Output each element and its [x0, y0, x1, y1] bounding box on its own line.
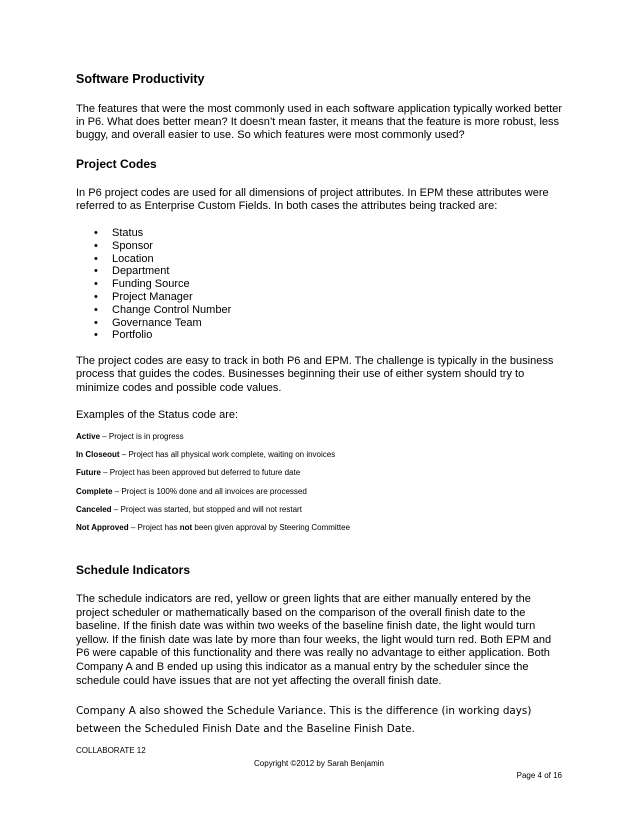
separator: – — [100, 468, 110, 478]
schedule-variance-paragraph: Company A also showed the Schedule Variance. This is the difference (in working days) between the Scheduled Finish Date and the Baseline Finish Date. — [76, 705, 532, 736]
status-code-name: Future — [76, 468, 101, 478]
software-productivity-paragraph: The features that were the most commonly used in each software application typically worked better in P6. What does better mean? It doesn’t mean faster, it means that the feature is more robust, less buggy, and overall easier to use. So which features were most commonly used? — [76, 103, 563, 142]
status-code-list — [76, 432, 566, 533]
separator: – — [119, 450, 129, 460]
section-heading-software-productivity: Software Productivity — [76, 72, 205, 86]
status-code-row — [76, 487, 566, 497]
status-code-row — [76, 450, 566, 460]
list-item — [76, 291, 566, 304]
status-code-name: Complete — [76, 486, 113, 496]
status-code-name: In Closeout — [76, 450, 120, 460]
bullet-icon: • — [94, 278, 98, 291]
schedule-indicators-paragraph: The schedule indicators are red, yellow or green lights that are either manually entered by the project scheduler or mathematically based on the comparison of the overall finish date to the baseline. If the finish date was within two weeks of the baseline finish date, the light would turn yellow. If the finish date was late by more than four weeks, the light would turn red. Both EPM and P6 were capable of this functionality and there was really no advantage to either application. Both Company A and B ended up using this indicator as a manual entry by the scheduler since the schedule could have issues that are not yet affecting the overall finish date. — [76, 592, 552, 687]
list-item — [76, 253, 566, 266]
footer-conference-label: COLLABORATE 12 — [76, 746, 146, 755]
bullet-icon: • — [94, 227, 98, 240]
footer-page-number: Page 4 of 16 — [516, 771, 562, 780]
separator: – — [100, 432, 109, 441]
list-item-label: Change Control Number — [112, 303, 232, 316]
status-code-description: Project is in progress — [108, 432, 184, 441]
bullet-icon: • — [94, 265, 98, 278]
list-item — [76, 240, 566, 253]
list-item — [76, 265, 566, 278]
list-item-label: Project Manager — [112, 291, 193, 303]
status-code-name: Canceled — [76, 504, 112, 514]
list-item — [76, 227, 566, 240]
status-code-row — [76, 505, 566, 515]
list-item-label: Funding Source — [112, 278, 190, 291]
list-item-label: Sponsor — [112, 239, 153, 252]
status-code-name: Not Approved — [76, 522, 129, 532]
status-code-description: Project is 100% done and all invoices are processed — [121, 486, 307, 496]
status-examples-intro: Examples of the Status code are: — [76, 408, 239, 421]
status-code-row — [76, 432, 566, 442]
list-item — [76, 317, 566, 330]
separator: – — [128, 522, 138, 532]
page-content — [76, 72, 566, 752]
status-code-description: Project was started, but stopped and will not restart — [120, 504, 302, 514]
schedule-indicators-section — [76, 563, 566, 738]
status-code-description: Project has been approved but deferred to future date — [109, 468, 301, 478]
project-codes-challenge-paragraph: The project codes are easy to track in both P6 and EPM. The challenge is typically in the business process that guides the codes. Businesses beginning their use of either system should try to minimize codes and possible code values. — [76, 355, 554, 394]
status-code-description-emphasis: not — [179, 522, 193, 532]
status-code-description-before: Project has — [137, 522, 180, 532]
status-code-name: Active — [76, 432, 101, 441]
list-item-label: Department — [112, 265, 170, 278]
section-heading-schedule-indicators: Schedule Indicators — [76, 562, 191, 577]
bullet-icon: • — [94, 316, 98, 329]
bullet-icon: • — [94, 329, 98, 342]
bullet-icon: • — [94, 303, 98, 316]
bullet-icon: • — [94, 239, 98, 252]
attribute-list — [76, 227, 566, 342]
bullet-icon: • — [94, 252, 98, 265]
separator: – — [112, 486, 122, 496]
bullet-icon: • — [94, 291, 98, 303]
list-item-label: Governance Team — [112, 316, 202, 329]
list-item-label: Location — [112, 252, 154, 265]
list-item — [76, 278, 566, 291]
section-heading-project-codes: Project Codes — [76, 156, 157, 171]
list-item — [76, 304, 566, 317]
status-code-description: Project has all physical work complete, waiting on invoices — [128, 450, 336, 460]
status-code-row — [76, 523, 566, 533]
status-code-description-after: been given approval by Steering Committee — [192, 522, 351, 532]
separator: – — [111, 504, 121, 514]
list-item-label: Status — [112, 227, 144, 240]
list-item-label: Portfolio — [112, 329, 153, 342]
project-codes-intro: In P6 project codes are used for all dimensions of project attributes. In EPM these attributes were referred to as Enterprise Custom Fields. In both cases the attributes being tracked are: — [76, 186, 549, 212]
list-item — [76, 329, 566, 342]
footer-copyright: Copyright ©2012 by Sarah Benjamin — [254, 759, 384, 768]
status-code-row — [76, 468, 566, 478]
